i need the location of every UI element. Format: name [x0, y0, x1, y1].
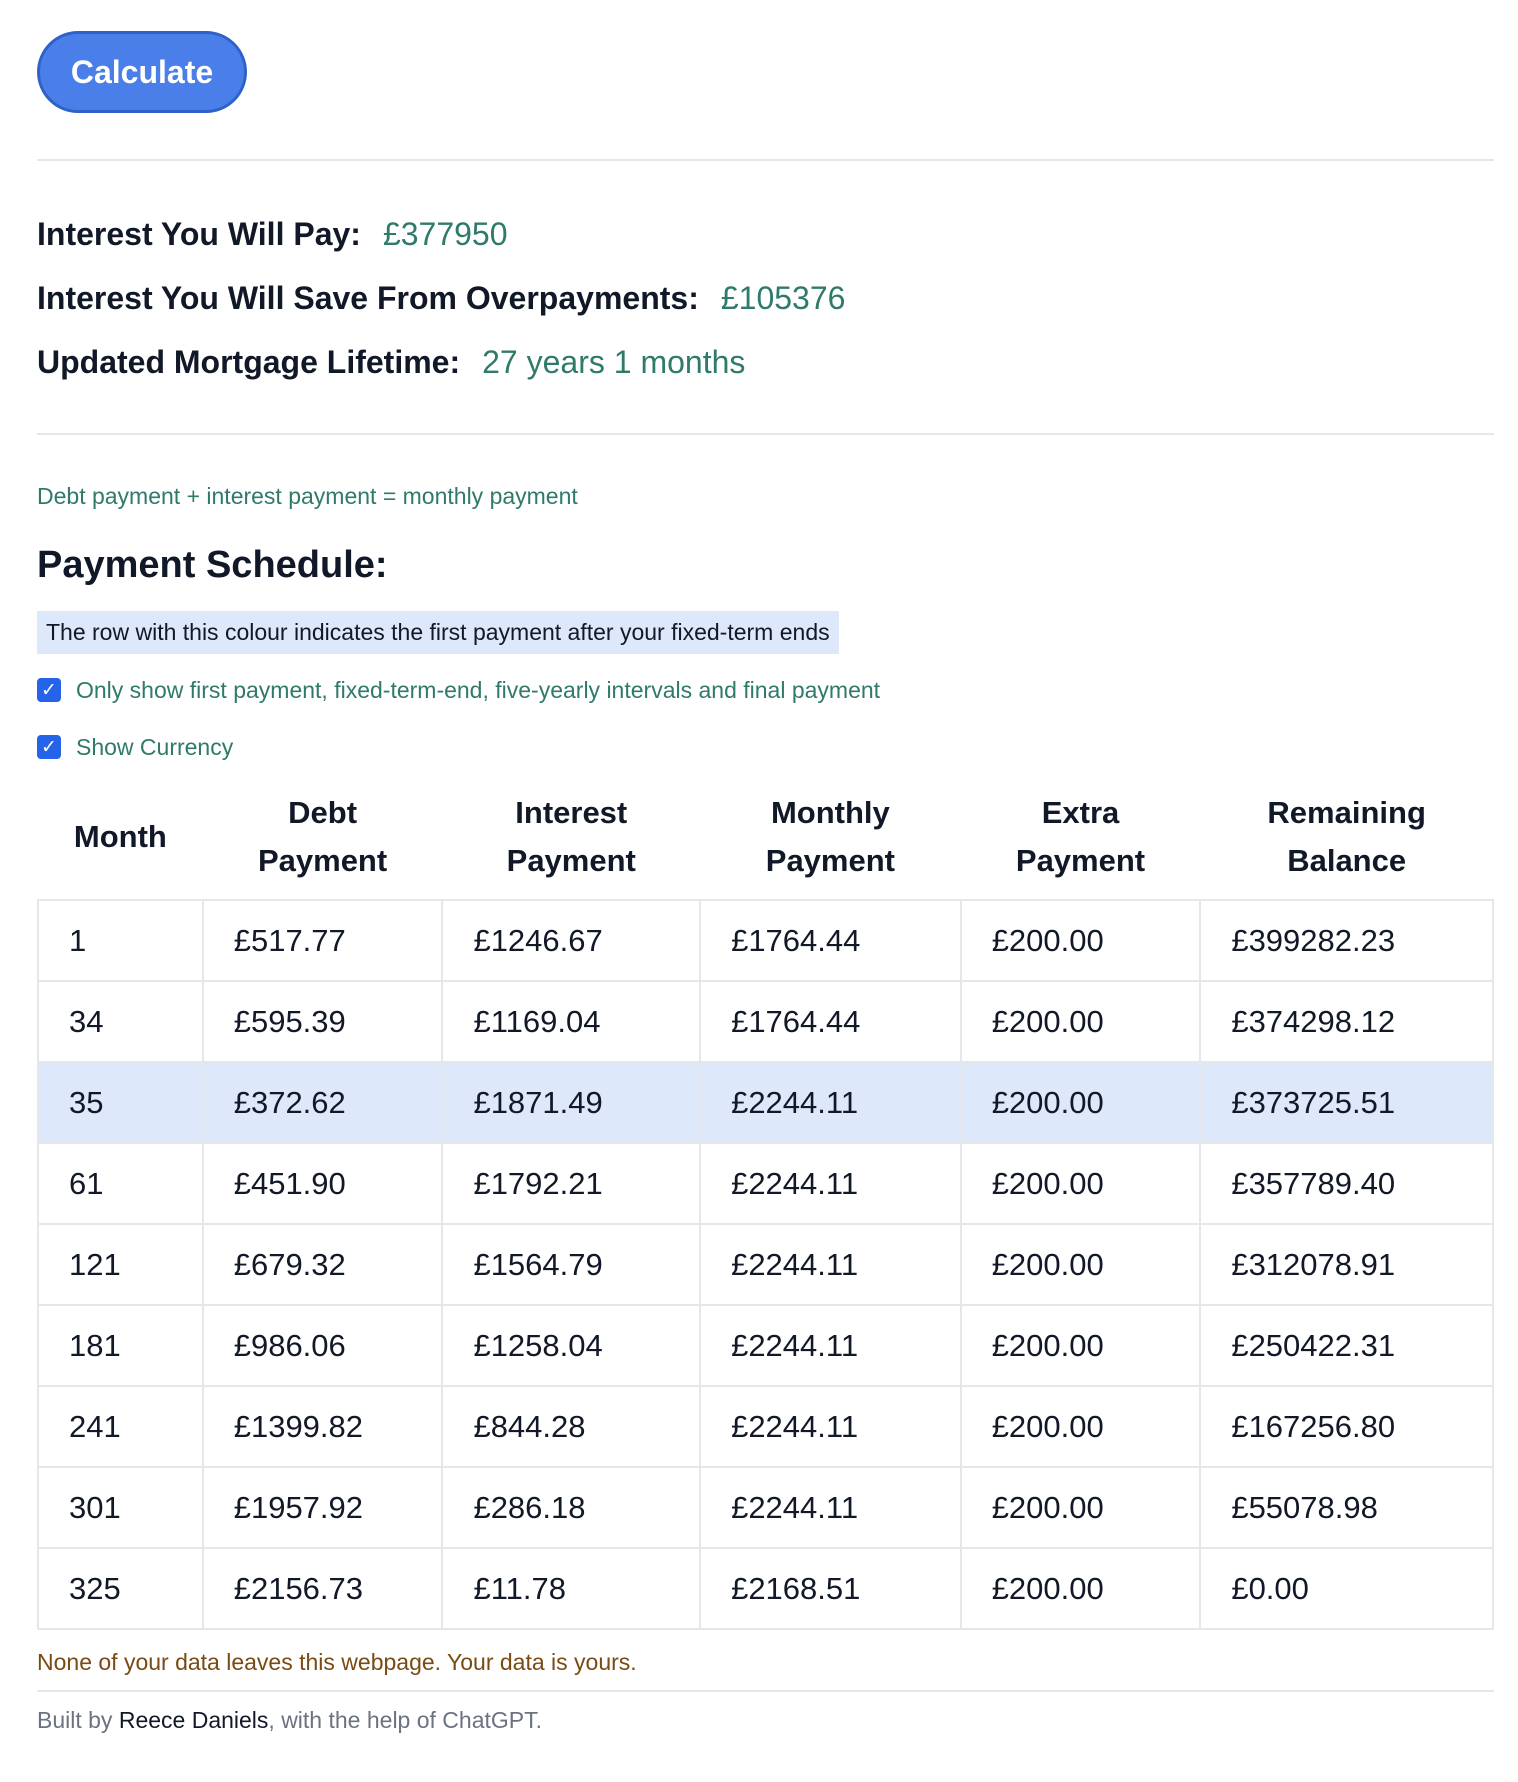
divider: [37, 1690, 1494, 1692]
column-header: [442, 775, 700, 900]
table-cell: £2156.73: [203, 1548, 443, 1629]
column-header-text: Monthly: [770, 795, 890, 830]
mortgage-lifetime-value: 27 years 1 months: [482, 344, 746, 380]
table-cell: £1399.82: [203, 1386, 443, 1467]
table-row: [38, 1386, 1493, 1467]
table-cell: £1764.44: [700, 981, 961, 1062]
filter-label[interactable]: Only show first payment, fixed-term-end, five-yearly intervals and final payment: [76, 676, 881, 703]
table-cell: £2244.11: [700, 1143, 961, 1224]
interest-save-value: £105376: [720, 280, 846, 316]
table-cell: £2244.11: [700, 1305, 961, 1386]
footer-prefix: Built by: [37, 1707, 119, 1733]
table-body: [38, 900, 1493, 1629]
interest-pay-label: Interest You Will Pay:: [37, 216, 361, 252]
results-summary: [37, 214, 1494, 406]
table-cell: 121: [38, 1224, 203, 1305]
table-cell: 34: [38, 981, 203, 1062]
table-cell: £399282.23: [1200, 900, 1493, 981]
table-cell: £200.00: [961, 981, 1201, 1062]
column-header: [38, 775, 203, 900]
table-cell: £1871.49: [442, 1062, 700, 1143]
calculate-button[interactable]: Calculate: [37, 31, 247, 113]
column-header-text: Balance: [1287, 843, 1407, 878]
privacy-note: None of your data leaves this webpage. Your data is yours.: [37, 1649, 637, 1675]
column-header-text: Interest: [515, 795, 628, 830]
table-cell: £2244.11: [700, 1467, 961, 1548]
table-cell: £373725.51: [1200, 1062, 1493, 1143]
table-cell: £2168.51: [700, 1548, 961, 1629]
table-cell: 1: [38, 900, 203, 981]
table-cell: £200.00: [961, 900, 1201, 981]
schedule-title: Payment Schedule:: [37, 544, 388, 586]
currency-label[interactable]: Show Currency: [76, 733, 234, 760]
table-cell: £167256.80: [1200, 1386, 1493, 1467]
table-cell: £1957.92: [203, 1467, 443, 1548]
column-header-text: Payment: [257, 843, 388, 878]
table-cell: 241: [38, 1386, 203, 1467]
table-cell: £2244.11: [700, 1062, 961, 1143]
table-cell: £844.28: [442, 1386, 700, 1467]
table-cell: £200.00: [961, 1386, 1201, 1467]
table-cell: £286.18: [442, 1467, 700, 1548]
table-cell: £2244.11: [700, 1224, 961, 1305]
table-cell: £200.00: [961, 1224, 1201, 1305]
divider: [37, 433, 1494, 435]
table-cell: £595.39: [203, 981, 443, 1062]
table-cell: 35: [38, 1062, 203, 1143]
table-cell: £451.90: [203, 1143, 443, 1224]
table-cell: £1258.04: [442, 1305, 700, 1386]
table-cell: 181: [38, 1305, 203, 1386]
interest-pay-row: [37, 214, 1494, 278]
table-cell: 301: [38, 1467, 203, 1548]
footer: [37, 1707, 1494, 1734]
table-cell: £200.00: [961, 1548, 1201, 1629]
payment-formula-note: Debt payment + interest payment = monthly payment: [37, 483, 578, 509]
column-header: [700, 775, 961, 900]
table-cell: 325: [38, 1548, 203, 1629]
table-cell: £200.00: [961, 1305, 1201, 1386]
filter-checkbox[interactable]: [37, 678, 61, 702]
table-cell: £200.00: [961, 1143, 1201, 1224]
table-cell: £200.00: [961, 1467, 1201, 1548]
table-cell: £0.00: [1200, 1548, 1493, 1629]
column-header: [961, 775, 1201, 900]
table-cell: £250422.31: [1200, 1305, 1493, 1386]
mortgage-lifetime-row: [37, 342, 1494, 406]
payment-schedule-table: [37, 775, 1494, 1630]
table-row: [38, 1548, 1493, 1629]
table-cell: £517.77: [203, 900, 443, 981]
table-cell: £1246.67: [442, 900, 700, 981]
table-row: [38, 1062, 1493, 1143]
column-header-text: Month: [73, 819, 167, 854]
table-row: [38, 900, 1493, 981]
author-link[interactable]: Reece Daniels: [118, 1707, 269, 1733]
table-row: [38, 1305, 1493, 1386]
column-header-text: Payment: [506, 843, 636, 878]
column-header-text: Remaining: [1267, 795, 1426, 830]
table-cell: £11.78: [442, 1548, 700, 1629]
table-cell: £1564.79: [442, 1224, 700, 1305]
interest-pay-value: £377950: [382, 216, 508, 252]
column-header-text: Payment: [765, 843, 895, 878]
currency-option[interactable]: [37, 732, 1494, 762]
column-header-text: Payment: [1015, 843, 1146, 878]
interest-save-label: Interest You Will Save From Overpayments:: [37, 280, 699, 316]
table-cell: £312078.91: [1200, 1224, 1493, 1305]
currency-checkbox[interactable]: [37, 735, 61, 759]
column-header-text: Extra: [1041, 795, 1120, 830]
check-icon: ✓: [41, 736, 57, 758]
table-cell: 61: [38, 1143, 203, 1224]
table-row: [38, 1143, 1493, 1224]
table-cell: £200.00: [961, 1062, 1201, 1143]
table-cell: £1169.04: [442, 981, 700, 1062]
table-row: [38, 981, 1493, 1062]
table-cell: £1764.44: [700, 900, 961, 981]
table-cell: £986.06: [203, 1305, 443, 1386]
table-cell: £374298.12: [1200, 981, 1493, 1062]
table-cell: £372.62: [203, 1062, 443, 1143]
filter-option[interactable]: [37, 675, 1494, 705]
interest-save-row: [37, 278, 1494, 342]
table-cell: £679.32: [203, 1224, 443, 1305]
table-row: [38, 1467, 1493, 1548]
fixed-term-legend: The row with this colour indicates the first payment after your fixed-term ends: [37, 611, 839, 654]
table-cell: £2244.11: [700, 1386, 961, 1467]
column-header: [203, 775, 443, 900]
mortgage-lifetime-label: Updated Mortgage Lifetime:: [37, 344, 461, 380]
table-header-row: [38, 775, 1493, 900]
divider: [37, 159, 1494, 161]
table-row: [38, 1224, 1493, 1305]
column-header-text: Debt: [288, 795, 358, 830]
table-cell: £55078.98: [1200, 1467, 1493, 1548]
check-icon: ✓: [41, 679, 57, 701]
column-header: [1200, 775, 1493, 900]
footer-suffix: , with the help of ChatGPT.: [268, 1707, 543, 1733]
table-cell: £357789.40: [1200, 1143, 1493, 1224]
table-cell: £1792.21: [442, 1143, 700, 1224]
